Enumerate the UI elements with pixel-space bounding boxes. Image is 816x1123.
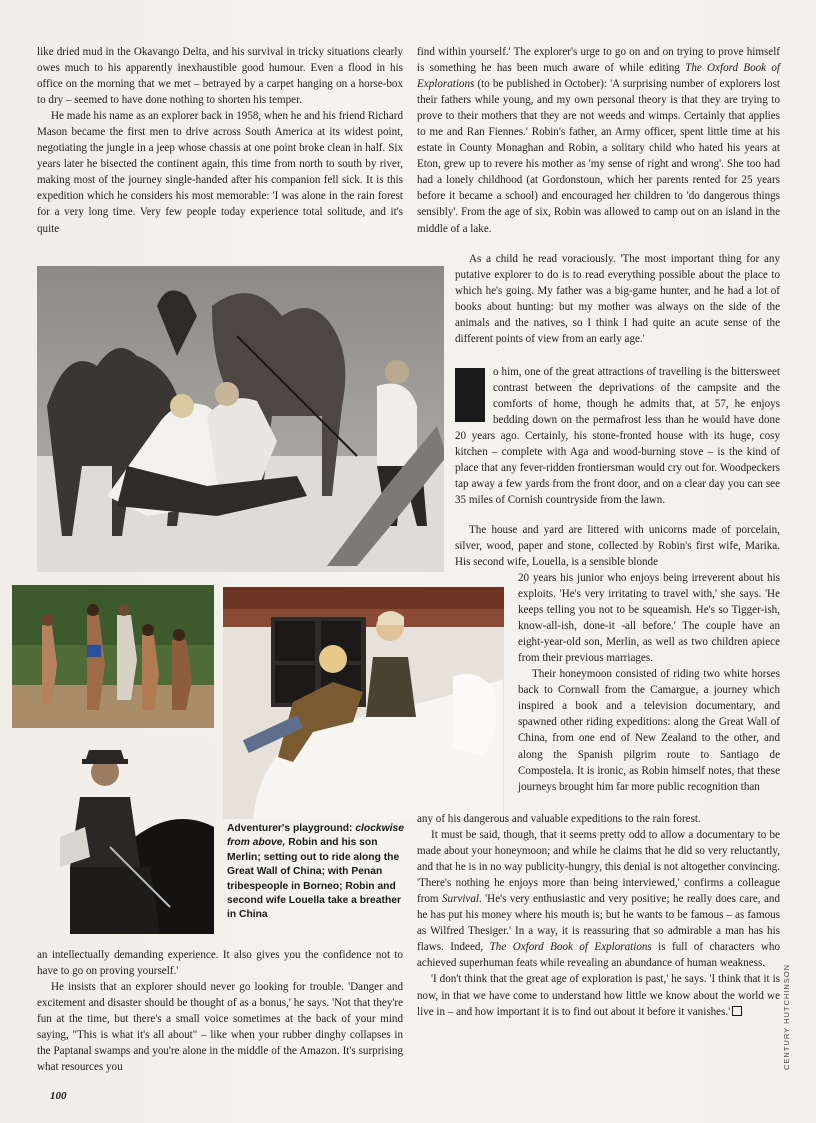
paragraph: He insists that an explorer should never go looking for trouble. 'Danger and excitement and disaster should be thought of as a bonus,' he says. 'Not that they're fun at the time, but there's a small voice sometimes at the back of your mind saying, "This is what it's all about" – like when your rubber dinghy collapses in the Paptanal swamps and you're alone in the middle of the Amazon. It's surprising what resources you — [37, 981, 403, 1074]
dropcap-paragraph-text: o him, one of the great attractions of travelling is the bittersweet contrast between the deprivations of the campsite and the comforts of home, though he admits that, at 57, he enjoys bedding down on the permafrost less than he would have done 20 years ago. Certainly, his stone-fronted house with its huge, cosy kitchen – complete with Aga and wood-burning stove – is the kind of place that any fever-ridden frontiersman would cry out for. Woodpeckers tap away a few yards from the front door, and on a clear day you can see 35 miles of Cornish countryside from the lawn. — [455, 366, 780, 507]
column2-narrow-text — [518, 570, 780, 795]
column1-top-text — [37, 44, 403, 237]
column2-bottom-text — [417, 811, 780, 1020]
caption-body: Robin and his son Merlin; setting out to ride along the Great Wall of China; with Penan tribespeople in Borneo; Robin and second wife Louella take a breather in China — [227, 837, 401, 921]
page-number: 100 — [50, 1090, 67, 1102]
caption-italic: clockwise from above, — [227, 823, 404, 849]
paragraph: an intellectually demanding experience. It also gives you the confidence not to have to go on proving yourself.' — [37, 949, 403, 978]
penan-photo — [12, 585, 214, 728]
paragraph: any of his dangerous and valuable expeditions to the rain forest. — [417, 813, 701, 825]
camels-photo — [37, 266, 444, 572]
caption-lead: Adventurer's playground: — [227, 823, 353, 834]
dropcap-paragraph — [455, 364, 780, 508]
dropcap-letter-t — [455, 368, 485, 422]
paragraph: find within yourself.' The explorer's urge to go on and on trying to prove himself is something he has been much aware of while editing The Oxford Book of Explorations (to be published in October): 'A surprising number of explorers lost their fathers while young, and my own personal theory is that they are trying to prove to their mothers that they are not weeds and wimps. Certainly that applies to me and Ran Fiennes.' Robin's father, an Army officer, spent little time at his estate in County Monaghan and Robin, a solitary child who hated his years at Eton, grew up to revere his mother as 'my sense of right and wrong'. She too had had a lonely childhood (at Gordonstoun, which her parents rented for 25 years before it became a school) and encouraged her children to 'do dangerous things sensibly'. From the age of six, Robin was allowed to camp out on an island in the middle of a lake. — [417, 46, 780, 235]
paragraph: like dried mud in the Okavango Delta, and his survival in tricky situations clearly owes much to his apparently inexhaustible good humour. Even a flood in his office on the morning that we met – betrayed by a carpet hanging on a horse-box to dry – seemed to have done nothing to shorten his temper. — [37, 46, 403, 107]
column2-house-text — [455, 522, 780, 570]
paragraph: 20 years his junior who enjoys being irreverent about his exploits. 'He's very irritating to travel with,' she says. 'He keeps telling you not to be squeamish. He's so Tigger-ish, know-all-ish, done-it -all before.' The couple have an eight-year-old son, Merlin, as well as two children apiece from their previous marriages. — [518, 572, 780, 665]
photo-caption — [227, 822, 405, 923]
paragraph: As a child he read voraciously. 'The most important thing for any putative explorer to do is to read everything possible about the place to which he's going. My father was a big-game hunter, and he had a lot of books about hunting: but my mother was always on the side of the animals and the natives, so I think I had quite an acute sense of the different points of view from an early age.' — [455, 253, 780, 346]
paragraph: The house and yard are littered with unicorns made of porcelain, silver, wood, paper and stone, collected by Robin's first wife, Marika. His second wife, Louella, is a sensible blonde — [455, 524, 780, 569]
column2-dropcap-text — [455, 364, 780, 508]
column2-top-text — [417, 44, 780, 237]
paragraph: It must be said, though, that it seems pretty odd to allow a documentary to be made about your honeymoon; and while he claims that he did so very reluctantly, and that he is in no way publicity-hungry, this denial is not altogether convincing. 'There's nothing he enjoys more than being interviewed,' confirms a colleague from Survival. 'He's very enthusiastic and very positive; he really does care, and he has put his money where his mouth is; but he wants to be famous – as famous as Wilfred Thesiger.' In a way, it is reassuring that so admirable a man has his flaws. Indeed, The Oxford Book of Explorations is full of characters who achieved superhuman feats while revealing an abundance of human weakness. — [417, 829, 780, 970]
paragraph: He made his name as an explorer back in 1958, when he and his friend Richard Mason became the first men to drive across South America at its widest point, negotiating the jungle in a jeep whose chassis at one point broke clean in half. Six years later he bisected the continent again, this time from north to south by river, making most of the journey single-handed after his companion fell sick. It is this expedition which he considers his most memorable: 'I was alone in the rain forest for a very long time. Very few people today experience total solitude, and it's quite — [37, 110, 403, 235]
end-mark-icon — [732, 1006, 742, 1016]
paragraph — [417, 971, 780, 1019]
rider-photo — [40, 737, 214, 934]
column2-mid-text — [455, 251, 780, 347]
column1-bottom-text — [37, 947, 403, 1075]
photo-credit: CENTURY HUTCHINSON — [782, 963, 791, 1070]
closing-paragraph-text: 'I don't think that the great age of exploration is past,' he says. 'I think that it is now, in that we have come to understand how little we know about the world we live in – and how important it is to find out about it before it vanishes.' — [417, 973, 780, 1018]
merlin-horse-photo — [223, 587, 504, 819]
paragraph: Their honeymoon consisted of riding two white horses back to Cornwall from the Camargue, a journey which inspired a book and a television documentary, and spawned other riding expeditions: along the Great Wall of China, from one end of New Zealand to the other, and along the Spanish pilgrim route to Santiago de Compostela. It is ironic, as Robin himself notes, that these journeys brought him far more public recognition than — [518, 668, 780, 793]
